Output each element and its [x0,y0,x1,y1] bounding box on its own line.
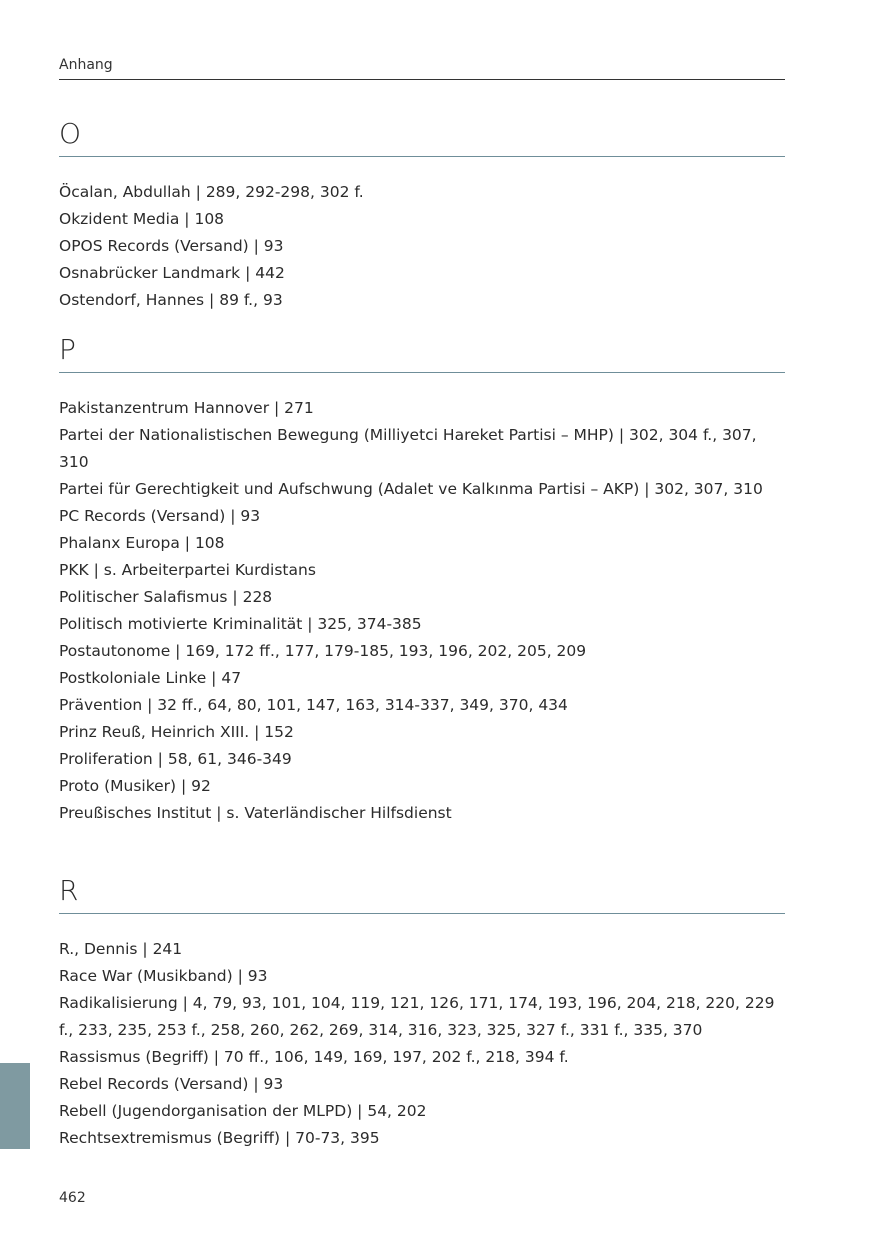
index-entry: Partei für Gerechtigkeit und Aufschwung (Adalet ve Kalkınma Partisi – AKP) | 302, 307, 310 [59,480,763,498]
index-entry: Radikalisierung | 4, 79, 93, 101, 104, 119, 121, 126, 171, 174, 193, 196, 204, 218, 220, 229 f., 233, 235, 253 f., 258, 260, 262, 269, 314, 316, 323, 325, 327 f., 331 f., 335, 370 [59,994,775,1039]
page-number: 462 [59,1190,86,1206]
index-entry: Öcalan, Abdullah | 289, 292-298, 302 f. [59,183,364,201]
section-letter-o: O [59,117,82,150]
section-letter-r: R [59,874,79,907]
index-entry: Pakistanzentrum Hannover | 271 [59,399,314,417]
index-entry: Politischer Salafismus | 228 [59,588,273,606]
index-entry: Rebel Records (Versand) | 93 [59,1075,284,1093]
index-entry: Partei der Nationalistischen Bewegung (Milliyetci Hareket Partisi – MHP) | 302, 304 f., 307, 310 [59,426,757,471]
index-entry: PC Records (Versand) | 93 [59,507,261,525]
section-rule-o [59,156,785,157]
index-entry: Postautonome | 169, 172 ff., 177, 179-185, 193, 196, 202, 205, 209 [59,642,587,660]
index-entry: Phalanx Europa | 108 [59,534,225,552]
index-entry: Okzident Media | 108 [59,210,225,228]
index-entry: Race War (Musikband) | 93 [59,967,268,985]
section-rule-r [59,913,785,914]
section-tab-marker [0,1063,30,1149]
index-entry: Ostendorf, Hannes | 89 f., 93 [59,291,283,309]
index-list-p [59,395,785,827]
index-entry: Rechtsextremismus (Begriff) | 70-73, 395 [59,1129,380,1147]
index-entry: Prinz Reuß, Heinrich XIII. | 152 [59,723,294,741]
index-entry: Preußisches Institut | s. Vaterländischer Hilfsdienst [59,804,452,822]
section-rule-p [59,372,785,373]
header-rule [59,79,785,80]
index-entry: Proto (Musiker) | 92 [59,777,211,795]
index-entry: PKK | s. Arbeiterpartei Kurdistans [59,561,316,579]
index-entry: OPOS Records (Versand) | 93 [59,237,284,255]
section-letter-p: P [59,333,76,366]
index-entry: Prävention | 32 ff., 64, 80, 101, 147, 163, 314-337, 349, 370, 434 [59,696,568,714]
index-list-o [59,179,785,314]
index-entry: Rebell (Jugendorganisation der MLPD) | 54, 202 [59,1102,427,1120]
index-entry: Postkoloniale Linke | 47 [59,669,242,687]
index-entry: Rassismus (Begriff) | 70 ff., 106, 149, 169, 197, 202 f., 218, 394 f. [59,1048,569,1066]
index-list-r [59,936,785,1152]
index-entry: Osnabrücker Landmark | 442 [59,264,285,282]
index-entry: Politisch motivierte Kriminalität | 325, 374-385 [59,615,422,633]
index-entry: R., Dennis | 241 [59,940,183,958]
index-entry: Proliferation | 58, 61, 346-349 [59,750,292,768]
running-header: Anhang [59,57,113,73]
